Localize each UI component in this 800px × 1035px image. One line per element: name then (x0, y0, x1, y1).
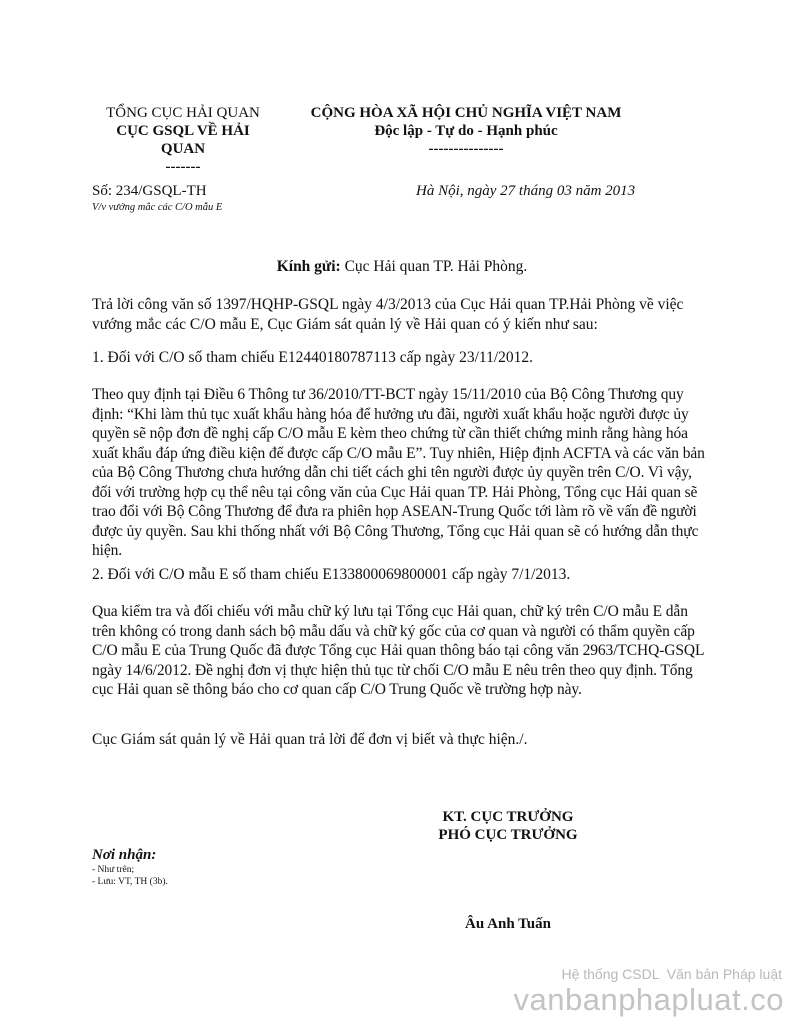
item2-title: 2. Đối với C/O mẫu E số tham chiếu E133800069800001 cấp ngày 7/1/2013. (92, 566, 571, 583)
item2-paragraph: Qua kiểm tra và đối chiếu với mẫu chữ ký lưu tại Tổng cục Hải quan, chữ ký trên C/O mẫu E dẫn trên không có trong danh sách bộ mẫu dấu và chữ ký gốc của cơ quan và người có thẩm quyền cấp C/O mẫu E của Trung Quốc đã được Tổng cục Hải quan thông báo tại công văn 2963/TCHQ-GSQL ngày 14/6/2012. Đề nghị đơn vị thực hiện thủ tục từ chối C/O mẫu E nêu trên theo quy định. Tổng cục Hải quan sẽ thông báo cho cơ quan cấp C/O Trung Quốc về trường hợp này. (92, 603, 704, 698)
signature-line2: PHÓ CỤC TRƯỞNG (438, 827, 578, 843)
signature-block (408, 808, 608, 844)
country-name: CỘNG HÒA XÃ HỘI CHỦ NGHĨA VIỆT NAM (310, 105, 622, 121)
item1-title: 1. Đối với C/O số tham chiếu E12440180787113 cấp ngày 23/11/2012. (92, 349, 534, 366)
motto: Độc lập - Tự do - Hạnh phúc (374, 123, 558, 139)
watermark-line1: Hệ thống CSDL Văn bản Pháp luật (561, 966, 782, 982)
motto-rule: --------------- (428, 141, 504, 157)
agency-line1: TỔNG CỤC HẢI QUAN (106, 105, 260, 121)
recipient-name: Cục Hải quan TP. Hải Phòng. (340, 258, 528, 275)
recipients-title: Nơi nhận: (92, 847, 157, 863)
place-date: Hà Nội, ngày 27 tháng 03 năm 2013 (416, 183, 636, 199)
agency-block (88, 104, 278, 176)
recipients-item2: - Lưu: VT, TH (3b). (92, 877, 168, 887)
national-title-block (290, 104, 642, 158)
signature-line1: KT. CỤC TRƯỞNG (442, 809, 574, 825)
signer-name: Âu Anh Tuấn (465, 916, 551, 932)
recipient-line (92, 258, 712, 276)
agency-rule: ------- (165, 159, 201, 175)
item1-paragraph: Theo quy định tại Điều 6 Thông tư 36/2010/TT-BCT ngày 15/11/2010 của Bộ Công Thương quy định: “Khi làm thủ tục xuất khẩu hàng hóa để hưởng ưu đãi, người xuất khẩu hoặc người được ủy quyền sẽ nộp đơn đề nghị cấp C/O mẫu E kèm theo chứng từ cần thiết chứng minh rằng hàng hóa xuất khẩu đáp ứng điều kiện để được cấp C/O mẫu E”. Tuy nhiên, Hiệp định ACFTA và các văn bản của Bộ Công Thương chưa hướng dẫn chi tiết cách ghi tên người được ủy quyền trên C/O. Vì vậy, đối với trường hợp cụ thể nêu tại công văn của Cục Hải quan TP. Hải Phòng, Tổng cục Hải quan sẽ trao đổi với Bộ Công Thương để đưa ra phiên họp ASEAN-Trung Quốc tới làm rõ về vấn đề người được ủy quyền. Sau khi thống nhất với Bộ Công Thương, Tổng cục Hải quan sẽ có hướng dẫn thực hiện. (92, 386, 705, 559)
recipient-label: Kính gửi: (276, 258, 341, 275)
closing-paragraph: Cục Giám sát quản lý về Hải quan trả lời để đơn vị biết và thực hiện./. (92, 731, 528, 748)
doc-number: Số: 234/GSQL-TH (92, 183, 207, 199)
agency-line3: QUAN (160, 141, 206, 157)
doc-subject: V/v vướng mắc các C/O mẫu E (92, 202, 223, 213)
intro-paragraph: Trả lời công văn số 1397/HQHP-GSQL ngày 4/3/2013 của Cục Hải quan TP.Hải Phòng về việc vướng mắc các C/O mẫu E, Cục Giám sát quản lý về Hải quan có ý kiến như sau: (92, 296, 684, 333)
recipients-item1: - Như trên; (92, 865, 135, 875)
recipients-list (92, 846, 168, 888)
agency-line2: CỤC GSQL VỀ HẢI (116, 123, 250, 139)
watermark-line2: vanbanphapluat.co (513, 982, 784, 1017)
